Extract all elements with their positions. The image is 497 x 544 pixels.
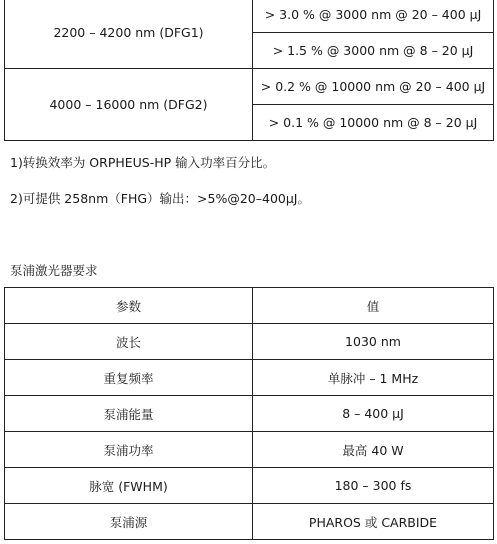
footnote-1: 1)转换效率为 ORPHEUS-HP 输入功率百分比。 <box>10 155 276 170</box>
parameter-cell: 波长 <box>5 324 253 360</box>
parameter-cell: 脉宽 (FWHM) <box>5 468 253 504</box>
header-value: 值 <box>253 288 494 324</box>
wavelength-range-cell: 4000 – 16000 nm (DFG2) <box>5 69 253 141</box>
parameter-cell: 重复频率 <box>5 360 253 396</box>
table-row <box>5 396 494 432</box>
parameter-cell: 泵浦源 <box>5 504 253 540</box>
table-row <box>5 69 494 105</box>
conversion-efficiency-table <box>4 0 494 141</box>
parameter-cell: 泵浦功率 <box>5 432 253 468</box>
value-cell: PHAROS 或 CARBIDE <box>253 504 494 540</box>
value-cell: 8 – 400 μJ <box>253 396 494 432</box>
table-row <box>5 504 494 540</box>
header-parameter: 参数 <box>5 288 253 324</box>
parameter-cell: 泵浦能量 <box>5 396 253 432</box>
efficiency-value-cell: > 1.5 % @ 3000 nm @ 8 – 20 μJ <box>253 33 494 69</box>
value-cell: 1030 nm <box>253 324 494 360</box>
value-cell: 单脉冲 – 1 MHz <box>253 360 494 396</box>
efficiency-value-cell: > 0.1 % @ 10000 nm @ 8 – 20 μJ <box>253 105 494 141</box>
pump-laser-table <box>4 287 494 540</box>
table-row <box>5 0 494 33</box>
table-row <box>5 468 494 504</box>
value-cell: 180 – 300 fs <box>253 468 494 504</box>
footnote-2: 2)可提供 258nm（FHG）输出：>5%@20–400μJ。 <box>10 191 310 206</box>
section-heading: 泵浦激光器要求 <box>10 263 98 278</box>
wavelength-range-cell: 2200 – 4200 nm (DFG1) <box>5 0 253 69</box>
table-row <box>5 324 494 360</box>
efficiency-value-cell: > 0.2 % @ 10000 nm @ 20 – 400 μJ <box>253 69 494 105</box>
table-row <box>5 432 494 468</box>
value-cell: 最高 40 W <box>253 432 494 468</box>
table-header-row <box>5 288 494 324</box>
efficiency-value-cell: > 3.0 % @ 3000 nm @ 20 – 400 μJ <box>253 0 494 33</box>
table-row <box>5 360 494 396</box>
